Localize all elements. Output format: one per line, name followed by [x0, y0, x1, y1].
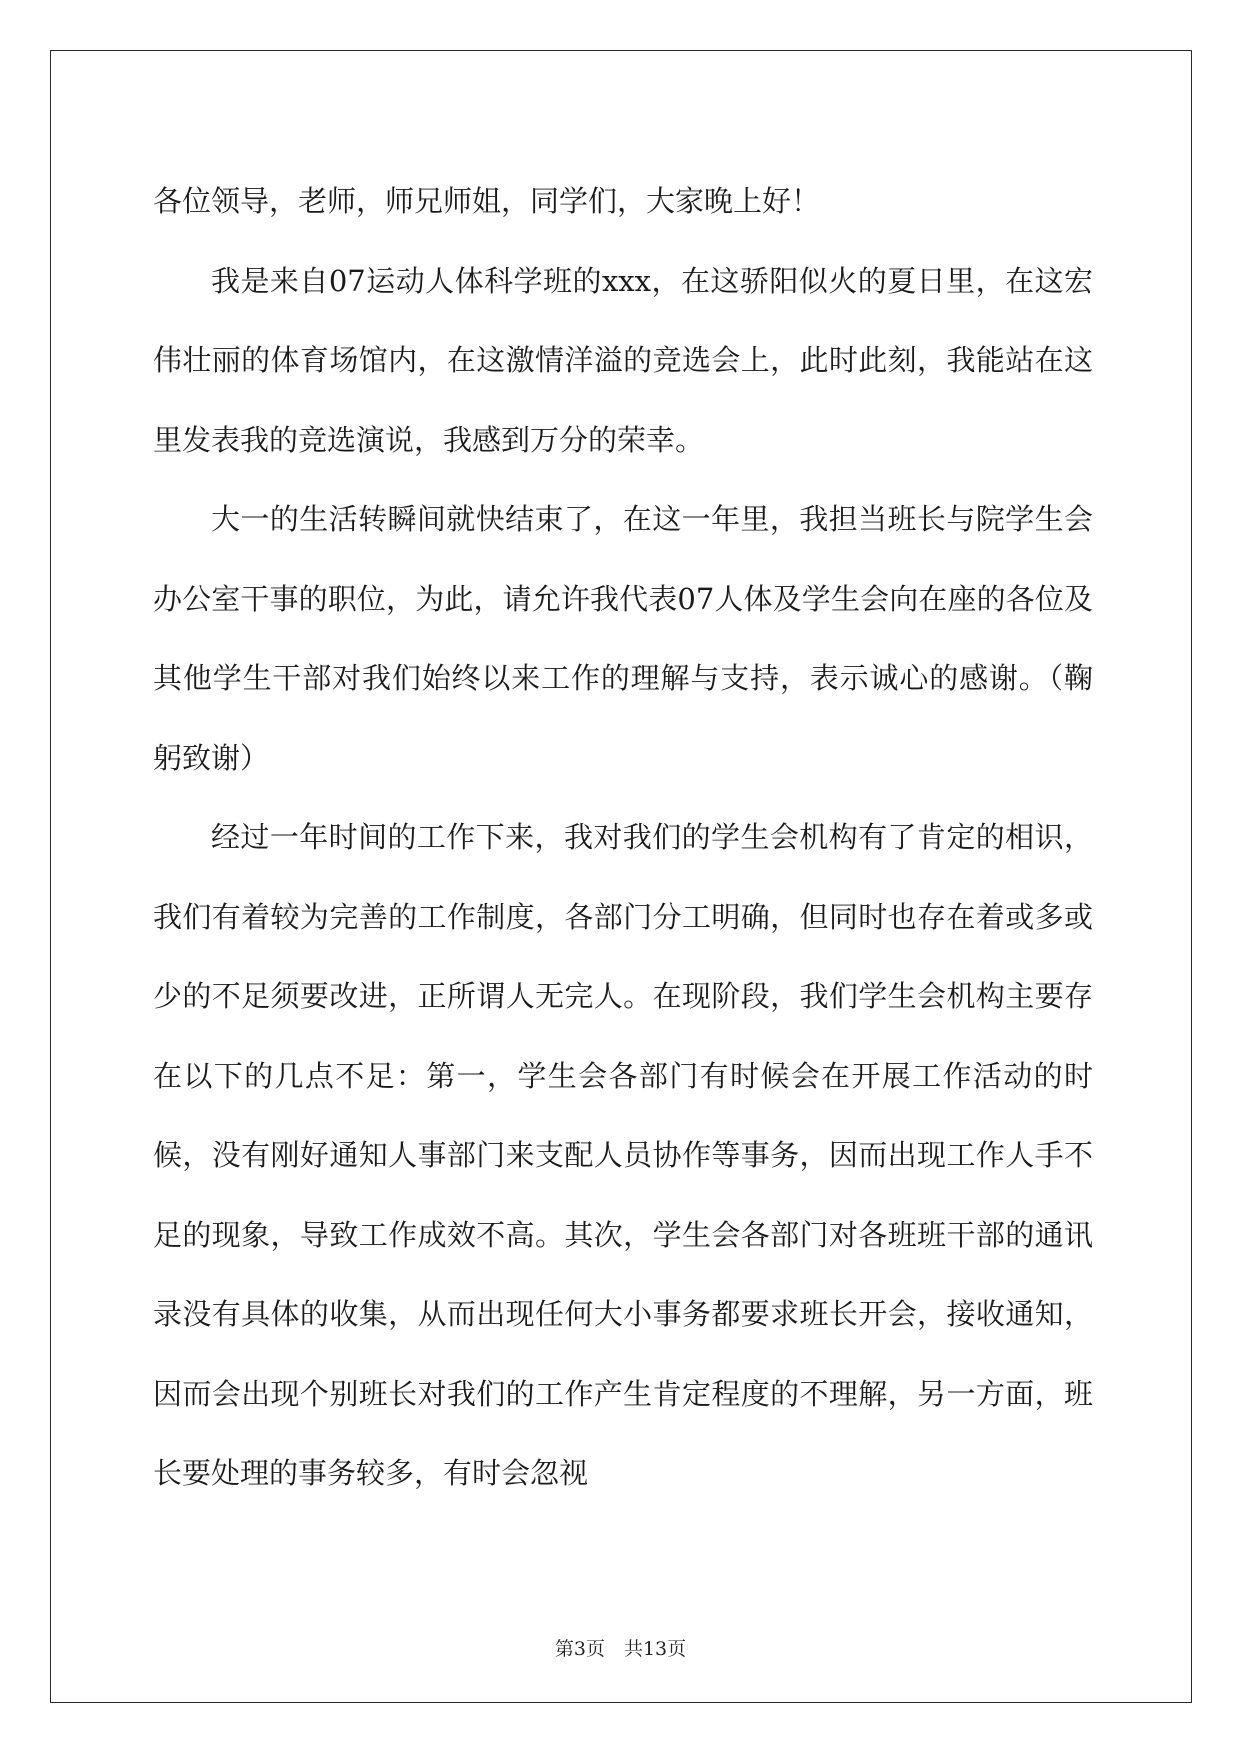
paragraph-shortcomings: 经过一年时间的工作下来，我对我们的学生会机构有了肯定的相识，我们有着较为完善的工作制度，各部门分工明确，但同时也存在着或多或少的不足须要改进，正所谓人无完人。在现阶段，我们学生会机构主要存在以下的几点不足：第一，学生会各部门有时候会在开展工作活动的时候，没有刚好通知人事部门来支配人员协作等事务，因而出现工作人手不足的现象，导致工作成效不高。其次，学生会各部门对各班班干部的通讯录没有具体的收集，从而出现任何大小事务都要求班长开会，接收通知，因而会出现个别班长对我们的工作产生肯定程度的不理解，另一方面，班长要处理的事务较多，有时会忽视 — [153, 820, 1093, 1490]
paragraph-thanks: 大一的生活转瞬间就快结束了，在这一年里，我担当班长与院学生会办公室干事的职位，为此，请允许我代表07人体及学生会向在座的各位及其他学生干部对我们始终以来工作的理解与支持，表示诚心的感谢。（鞠躬致谢） — [153, 502, 1093, 775]
paragraph-greeting: 各位领导，老师，师兄师姐，同学们，大家晚上好！ — [153, 184, 821, 218]
paragraph-introduction: 我是来自07运动人体科学班的xxx，在这骄阳似火的夏日里，在这宏伟壮丽的体育场馆内，在这激情洋溢的竞选会上，此时此刻，我能站在这里发表我的竞选演说，我感到万分的荣幸。 — [153, 263, 1093, 457]
page-number-footer: 第3页 共13页 — [554, 1638, 687, 1660]
document-body — [153, 162, 1093, 1514]
